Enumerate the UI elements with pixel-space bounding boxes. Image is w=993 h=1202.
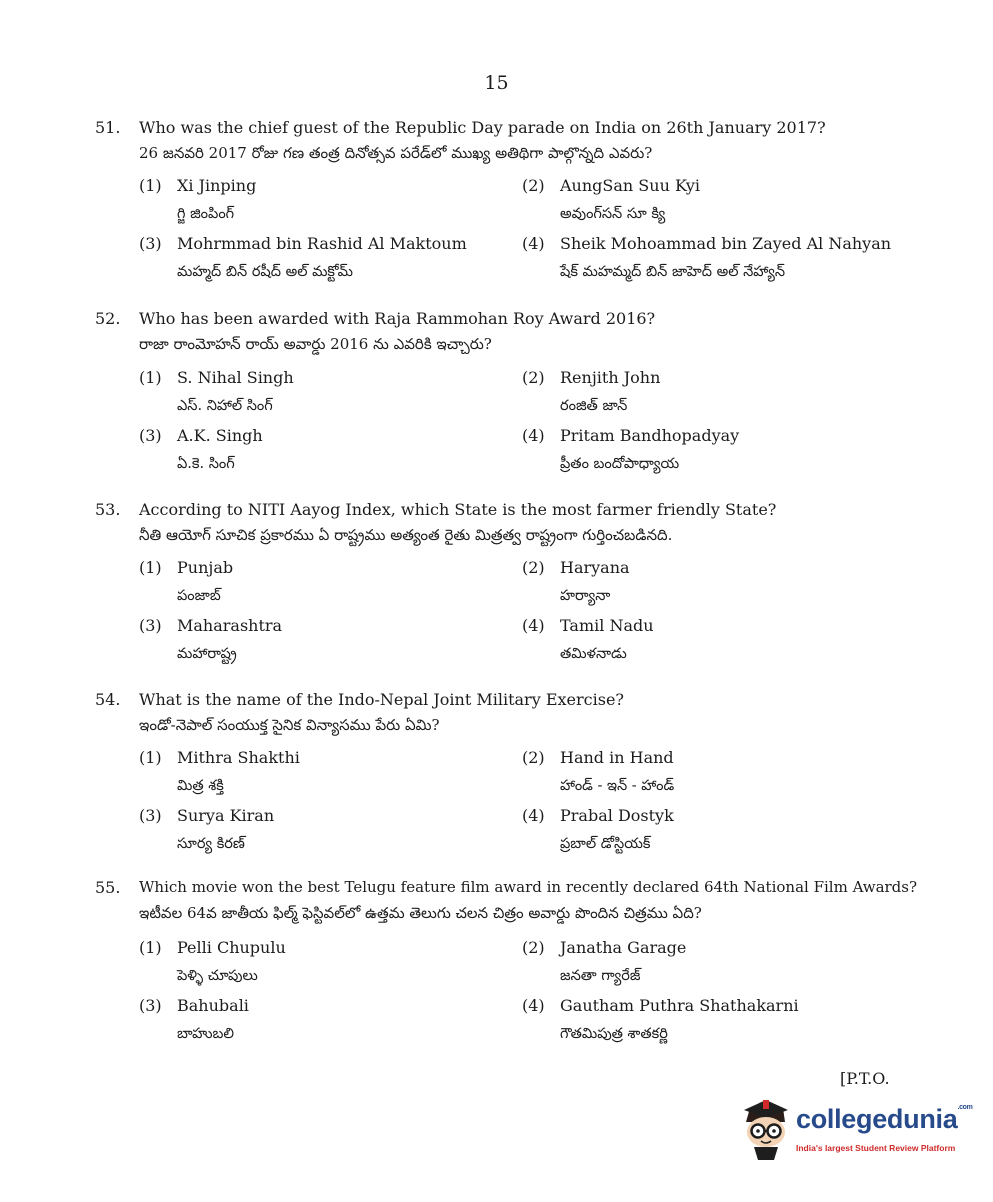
option-3-telugu: మహ్మద్ బిన్ రషీద్ అల్ మక్టోమ్ xyxy=(177,264,353,280)
option-4-telugu: తమిళనాడు xyxy=(560,646,627,662)
option-1-telugu: పెళ్ళి చూపులు xyxy=(177,968,258,984)
logo-wordmark: collegedunia$^{.com}$ xyxy=(796,1104,973,1134)
option-2: (2) Haryana xyxy=(522,558,630,577)
option-4-telugu: గౌతమిపుత్ర శాతకర్ణి xyxy=(560,1026,668,1042)
question-text: According to NITI Aayog Index, which State is the most farmer friendly State? xyxy=(139,500,777,519)
page-number: 15 xyxy=(484,72,509,94)
option-2-telugu: హాండ్ - ఇన్ - హాండ్ xyxy=(560,778,675,794)
option-1-telugu: గ్జి జింపింగ్ xyxy=(177,206,235,222)
option-3-telugu: మహారాష్ట్ర xyxy=(177,646,237,662)
option-4: (4) Sheik Mohoammad bin Zayed Al Nahyan xyxy=(522,234,892,253)
option-4-telugu: షేక్ మహమ్మద్ బిన్ జాహెద్ అల్ నేహ్యాన్ xyxy=(560,264,786,280)
option-4: (4) Gautham Puthra Shathakarni xyxy=(522,996,799,1015)
option-1-telugu: ఎస్. నిహాల్ సింగ్ xyxy=(177,398,273,414)
option-3: (3) Mohrmmad bin Rashid Al Maktoum xyxy=(139,234,467,253)
option-3: (3) Bahubali xyxy=(139,996,249,1015)
option-4-telugu: ప్రీతం బందోపాధ్యాయ xyxy=(560,456,680,472)
option-4: (4) Tamil Nadu xyxy=(522,616,654,635)
option-3-telugu: ఏ.కె. సింగ్ xyxy=(177,456,235,472)
option-4: (4) Prabal Dostyk xyxy=(522,806,674,825)
question-number: 55. xyxy=(95,878,121,897)
question-telugu: ఇటీవల 64వ జాతీయ ఫిల్మ్ ఫెస్టివల్‌లో ఉత్తమ తెలుగు చలన చిత్రం అవార్డు పొందిన చిత్రము ఏది? xyxy=(139,904,702,922)
option-1: (1) S. Nihal Singh xyxy=(139,368,294,387)
option-1: (1) Mithra Shakthi xyxy=(139,748,300,767)
question-text: What is the name of the Indo-Nepal Joint Military Exercise? xyxy=(139,690,624,709)
question-number: 54. xyxy=(95,690,121,709)
question-text: Who was the chief guest of the Republic Day parade on India on 26th January 2017? xyxy=(139,118,826,137)
option-1-telugu: మిత్ర శక్తి xyxy=(177,778,224,794)
pto-marker: [P.T.O. xyxy=(840,1069,890,1088)
option-3: (3) Surya Kiran xyxy=(139,806,275,825)
option-2: (2) Renjith John xyxy=(522,368,661,387)
option-2-telugu: జనతా గ్యారేజ్ xyxy=(560,968,641,984)
option-3-telugu: సూర్య కిరణ్ xyxy=(177,836,245,852)
question-number: 51. xyxy=(95,118,121,137)
collegedunia-logo[interactable] xyxy=(738,1098,973,1168)
option-4-telugu: ప్రబాల్ డోస్టియక్ xyxy=(560,836,651,852)
option-2: (2) AungSan Suu Kyi xyxy=(522,176,701,195)
option-3: (3) A.K. Singh xyxy=(139,426,263,445)
option-2: (2) Hand in Hand xyxy=(522,748,674,767)
option-2-telugu: అవుంగ్‌సన్ సూ క్యి xyxy=(560,206,666,222)
question-text: Who has been awarded with Raja Rammohan Roy Award 2016? xyxy=(139,309,656,328)
question-number: 52. xyxy=(95,309,121,328)
option-1: (1) Xi Jinping xyxy=(139,176,257,195)
option-3-telugu: బాహుబలి xyxy=(177,1026,234,1042)
option-2-telugu: హర్యానా xyxy=(560,588,611,604)
question-telugu: 26 జనవరి 2017 రోజు గణ తంత్ర దినోత్సవ పరేడ్‌లో ముఖ్య అతిథిగా పాల్గొన్నది ఎవరు? xyxy=(139,144,653,162)
option-1: (1) Punjab xyxy=(139,558,234,577)
student-mascot-icon xyxy=(738,1098,794,1164)
option-2: (2) Janatha Garage xyxy=(522,938,687,957)
option-4: (4) Pritam Bandhopadyay xyxy=(522,426,740,445)
option-3: (3) Maharashtra xyxy=(139,616,283,635)
option-1-telugu: పంజాబ్ xyxy=(177,588,221,604)
question-telugu: రాజా రాంమోహన్ రాయ్ అవార్డు 2016 ను ఎవరికి ఇచ్చారు? xyxy=(139,335,492,353)
question-telugu: ఇండో-నెపాల్ సంయుక్త సైనిక విన్యాసము పేరు ఏమి? xyxy=(139,716,440,734)
option-2-telugu: రంజిత్ జాన్ xyxy=(560,398,628,414)
question-number: 53. xyxy=(95,500,121,519)
question-text: Which movie won the best Telugu feature film award in recently declared 64th National Film Awards? xyxy=(139,878,918,896)
logo-tagline: India's largest Student Review Platform xyxy=(796,1143,956,1153)
question-telugu: నీతి ఆయోగ్ సూచిక ప్రకారము ఏ రాష్ట్రము అత్యంత రైతు మిత్రత్వ రాష్ట్రంగా గుర్తించబడినది. xyxy=(139,526,673,544)
option-1: (1) Pelli Chupulu xyxy=(139,938,286,957)
